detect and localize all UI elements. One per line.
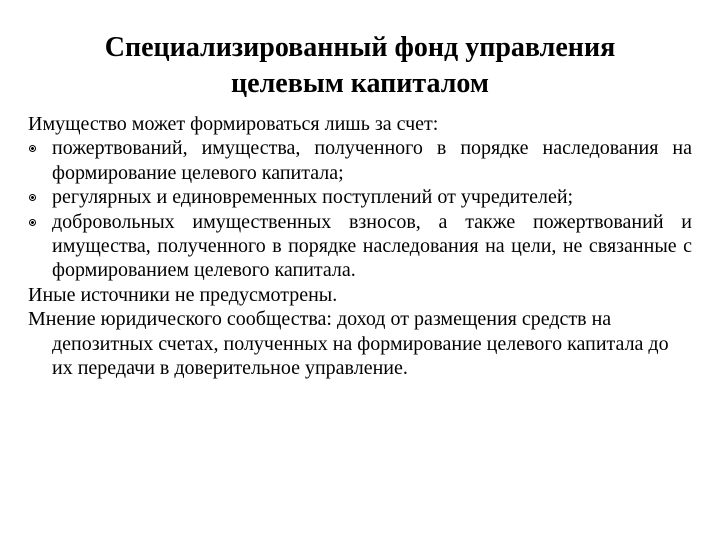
title-line-1: Специализированный фонд управления: [104, 32, 616, 63]
bullet-item-1: [28, 136, 692, 185]
bullet-item-3: [28, 210, 692, 283]
bullet-text-2: регулярных и единовременных поступлений от учредителей;: [52, 186, 574, 209]
slide-title: [0, 30, 720, 102]
other-sources-paragraph: Иные источники не предусмотрены.: [28, 283, 338, 306]
opinion-paragraph: Мнение юридического сообщества: доход от размещения средств на депозитных счетах, полученных на формирование целевого капитала до их передачи в доверительное управление.: [28, 308, 669, 380]
bullet-text-3: добровольных имущественных взносов, а также пожертвований и имущества, полученного в порядке наследования на цели, не связанные с формированием целевого капитала.: [52, 210, 692, 282]
bullet-item-2: [28, 185, 692, 209]
intro-paragraph: Имущество может формироваться лишь за счет:: [28, 113, 439, 135]
title-line-2: целевым капиталом: [231, 68, 489, 99]
slide-body: [28, 112, 692, 380]
bullet-text-1: пожертвований, имущества, полученного в порядке наследования на формирование целевого капитала;: [52, 137, 692, 184]
